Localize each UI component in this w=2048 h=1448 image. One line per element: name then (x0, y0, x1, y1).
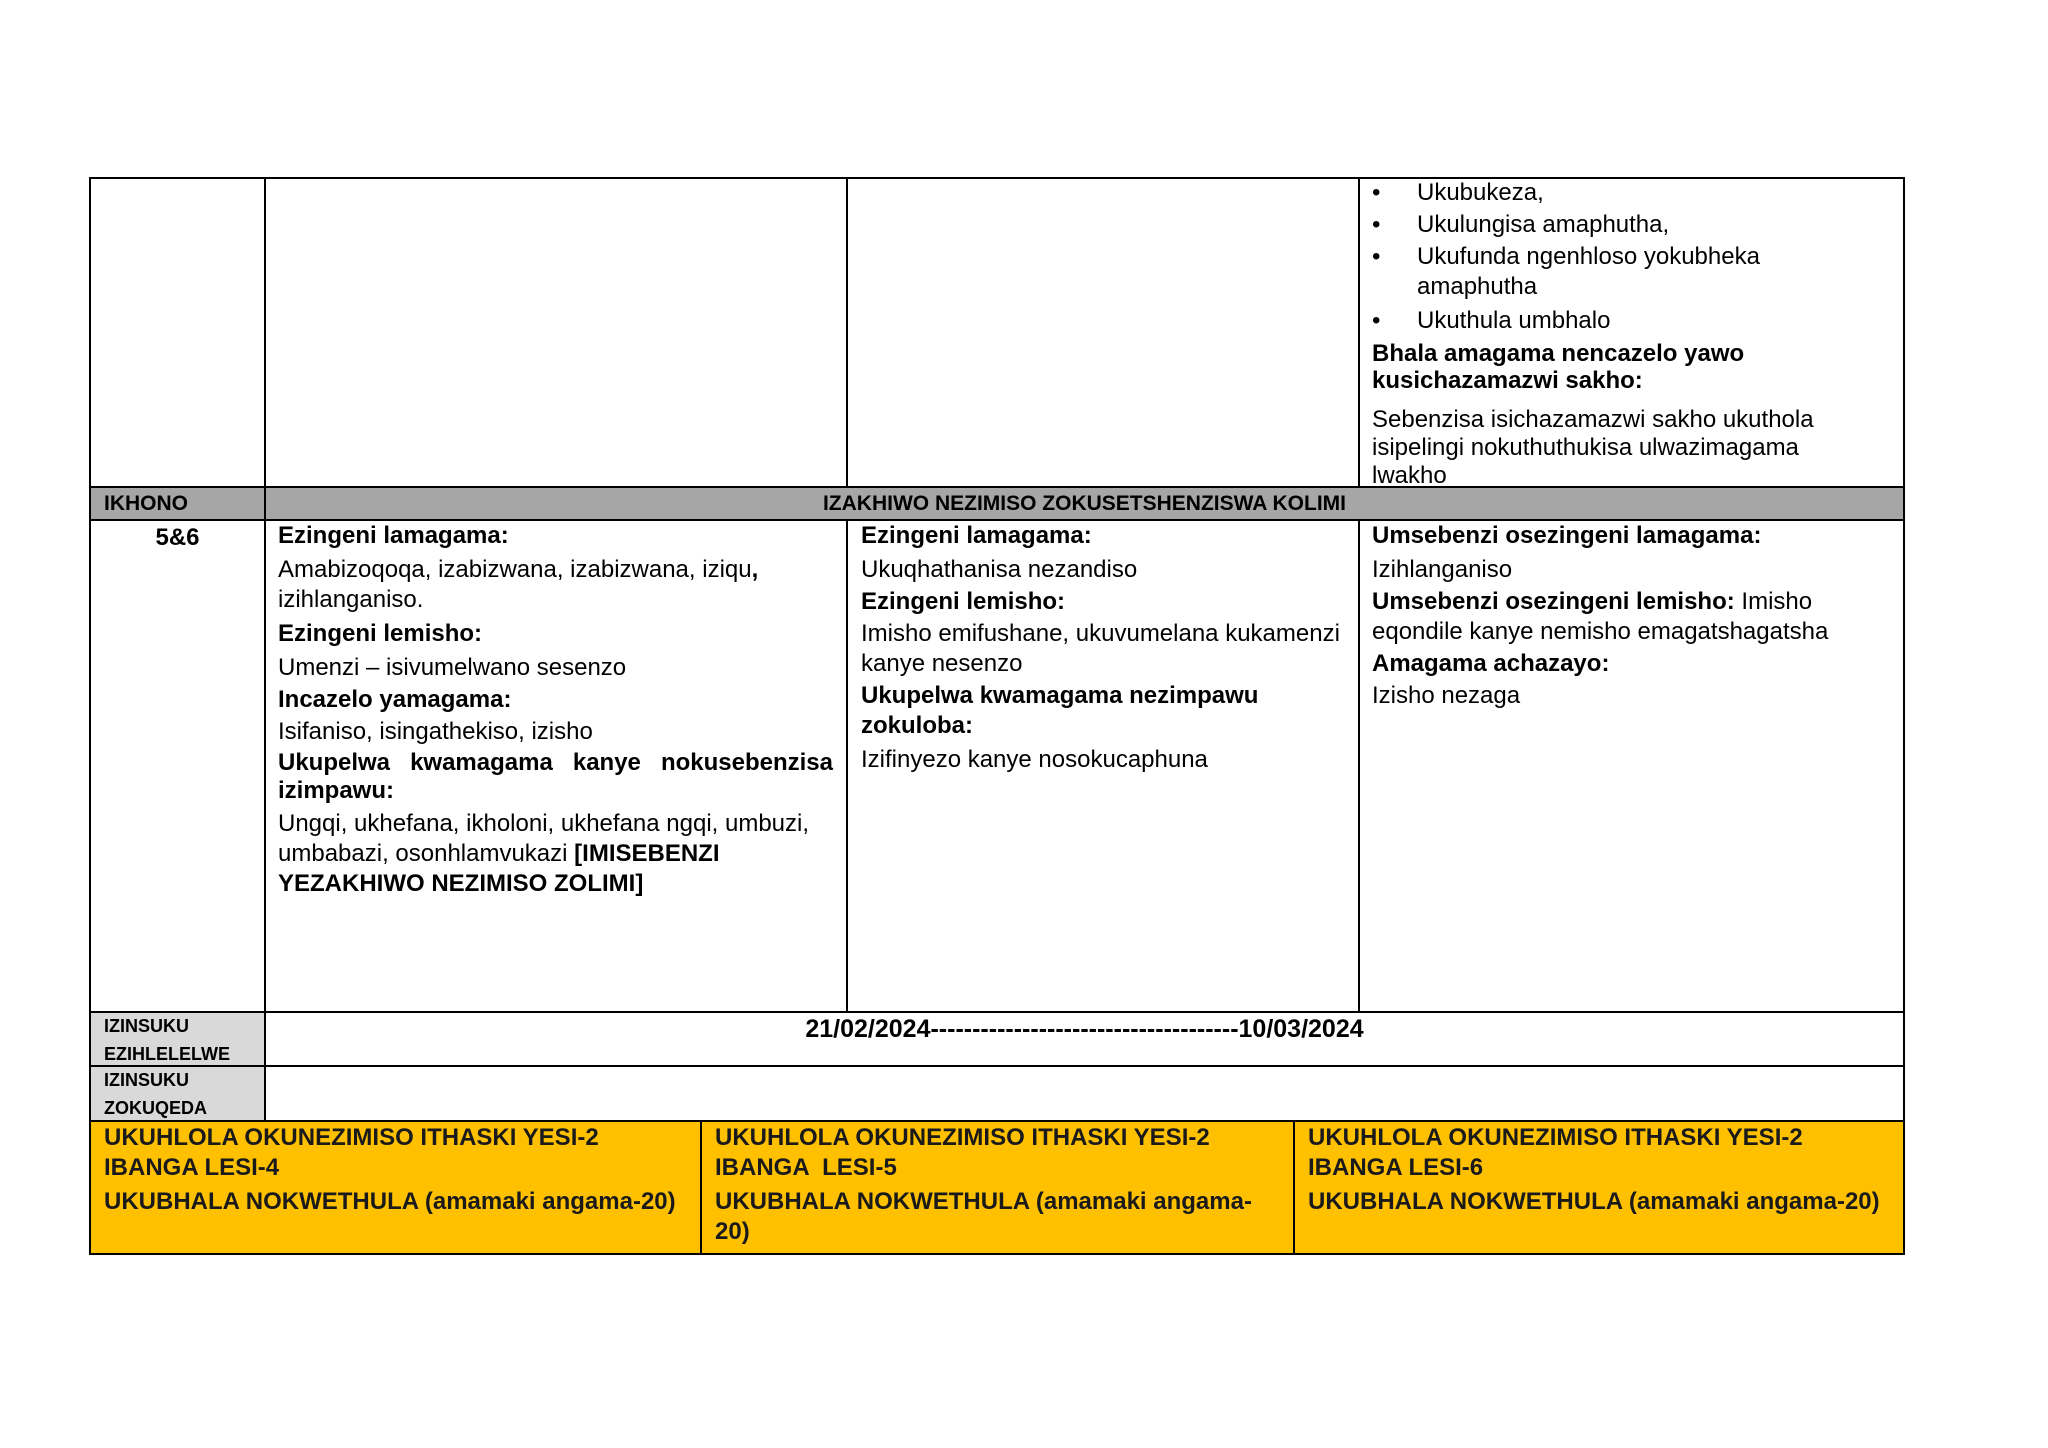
sentence-level-text: Imisho emifushane, ukuvumelana kukamenzi kanye nesenzo (861, 620, 1340, 677)
sentence-level-heading: Ezingeni lemisho: (278, 620, 483, 647)
sentence-level-heading: Ezingeni lemisho: (861, 588, 1066, 615)
grid-line (89, 1253, 1905, 1255)
skill-number: 5&6 (155, 524, 200, 551)
sentence-level-text: Umsebenzi osezingeni lemisho: Imisho eqondile kanye nemisho emagatshagatsha (1372, 588, 1829, 645)
word-meaning-text: Isifaniso, isingathekiso, izisho (278, 718, 593, 745)
descriptive-words-heading: Amagama achazayo: (1372, 650, 1610, 677)
assessment-grade-4: UKUHLOLA OKUNEZIMISO ITHASKI YESI-2 IBANGA LESI-4 UKUBHALA NOKWETHULA (amamaki angama-20) (104, 1124, 676, 1215)
word-meaning-heading: Incazelo yamagama: (278, 686, 512, 713)
word-level-text: Ukuqhathanisa nezandiso (861, 556, 1138, 583)
word-level-text: Amabizoqoqa, izabizwana, izabizwana, iziqu, izihlanganiso. (278, 556, 759, 613)
list-item: • Ukufunda ngenhloso yokubheka amaphutha (1372, 243, 1760, 300)
spelling-text: Izifinyezo kanye nosokucaphuna (861, 746, 1208, 773)
word-level-heading: Ezingeni lamagama: (861, 522, 1092, 549)
list-item: • Ukuthula umbhalo (1372, 307, 1611, 334)
grid-line (89, 1065, 1905, 1067)
completed-dates-value (266, 1068, 1903, 1118)
planned-dates-value: 21/02/2024-------------------------------------10/03/2024 (805, 1015, 1364, 1043)
sentence-level-text: Umenzi – isivumelwano sesenzo (278, 654, 627, 681)
list-item: • Ukubukeza, (1372, 179, 1544, 206)
word-level-text: Izihlanganiso (1372, 556, 1513, 583)
grid-line (846, 519, 848, 1013)
spelling-text: Ungqi, ukhefana, ikholoni, ukhefana ngqi, umbuzi, umbabazi, osonhlamvukazi [IMISEBENZI YEZAKHIWO NEZIMISO ZOLIMI] (278, 810, 810, 897)
section-title: IZAKHIWO NEZIMISO ZOKUSETSHENZISWA KOLIMI (822, 492, 1347, 515)
spelling-heading: Ukupelwa kwamagama kanye nokusebenzisa izimpawu: (278, 749, 833, 804)
review-bullet-list (1372, 178, 1892, 336)
dictionary-heading: Bhala amagama nencazelo yawo kusichazamazwi sakho: (1372, 340, 1745, 394)
assessment-grade-5: UKUHLOLA OKUNEZIMISO ITHASKI YESI-2 IBANGA LESI-5 UKUBHALA NOKWETHULA (amamaki angama-20) (715, 1124, 1252, 1245)
skill-header-label: IKHONO (104, 492, 188, 515)
main-row-col2 (861, 521, 1351, 775)
grid-line (1293, 1120, 1295, 1255)
grid-line (846, 177, 848, 487)
grid-line (1903, 177, 1905, 1255)
word-level-heading: Ezingeni lamagama: (278, 522, 509, 549)
planned-dates-label: IZINSUKU EZIHLELELWE (104, 1016, 230, 1064)
word-level-heading: Umsebenzi osezingeni lamagama: (1372, 522, 1762, 549)
dictionary-text: Sebenzisa isichazamazwi sakho ukuthola isipelingi nokuthuthukisa ulwazimagama lwakho (1372, 406, 1814, 489)
completed-dates-label: IZINSUKU ZOKUQEDA (104, 1070, 207, 1118)
list-item: • Ukulungisa amaphutha, (1372, 211, 1670, 238)
grid-line (700, 1120, 702, 1255)
activities-note: [IMISEBENZI YEZAKHIWO NEZIMISO ZOLIMI] (278, 840, 720, 897)
assessment-grade-6: UKUHLOLA OKUNEZIMISO ITHASKI YESI-2 IBANGA LESI-6 UKUBHALA NOKWETHULA (amamaki angama-20) (1308, 1124, 1880, 1215)
grid-line (1358, 177, 1360, 487)
main-row-col3 (1372, 521, 1897, 711)
grid-line (1358, 519, 1360, 1013)
main-row-col1 (278, 521, 833, 899)
grid-line (89, 1120, 1905, 1122)
top-row-col3 (1372, 178, 1892, 490)
grid-line (264, 177, 266, 1121)
descriptive-words-text: Izisho nezaga (1372, 682, 1521, 709)
grid-line (89, 177, 91, 1255)
spelling-heading: Ukupelwa kwamagama nezimpawu zokuloba: (861, 682, 1259, 739)
